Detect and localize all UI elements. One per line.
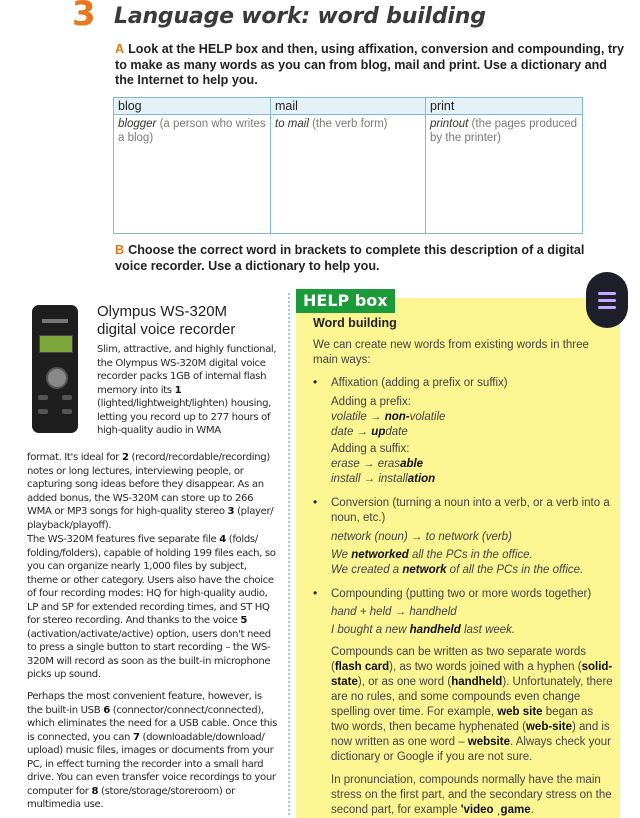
hamburger-menu-icon [598,306,616,309]
text-bold: website [467,736,510,748]
cell-note: (the verb form) [308,118,388,130]
example-result: handheld [409,606,457,618]
word-table [113,97,583,234]
product-paragraph-3 [27,690,279,812]
text-bold: flash card [334,661,390,673]
text-run: Perhaps the most convenient feature, however, is the built-in USB [27,691,262,716]
help-box-label: HELP box [296,289,395,313]
text-run: housing, letting you record up to 277 hours of high-quality audio in WMA [97,398,272,436]
example-affix: non- [384,411,410,423]
text-run: ), or as one word ( [357,676,452,688]
text-bold: web site [497,706,543,718]
text-run: music files, images or documents from your PC, in effect turning the recorder into a small hard drive. You can even transfer voice recordings to your computer for [27,745,276,797]
example-rest: eras [377,458,401,470]
table-column-blog [114,98,271,233]
table-column-mail [271,98,426,233]
help-conversion-example [331,530,512,545]
example-rest: date [385,426,408,438]
gap-options: (activation/activate/active) [27,628,154,640]
gap-options: (record/recordable/recording) [128,452,270,463]
gap-number: 1 [174,384,182,396]
help-affixation-title: Affixation (adding a prefix or suffix) [331,377,508,389]
text-run: format. It's ideal for [27,452,122,463]
text-run: . Always check your dictionary or Google if you are not sure. [331,736,611,763]
bullet-icon: • [313,586,318,600]
help-example-prefix-2 [331,425,408,440]
help-compounding-title: Compounding (putting two or more words together) [331,588,592,600]
voice-recorder-image [32,305,78,433]
text-run: ) and is now written as one word – [331,721,610,748]
text-run: notes or long lectures, interviewing people, or capturing song ideas before they disappear. As an added bonus, the WS-320M can store up to 266 WMA or MP3 songs for high-quality stereo [27,465,264,517]
table-cell-print [426,115,582,148]
gap-options: (lighted/lightweight/lighten) [97,398,228,409]
bullet-icon: • [313,495,318,509]
task-a-letter: A [115,42,125,56]
gap-number: 4 [219,534,226,545]
task-b [115,243,615,274]
text-bold: networked [351,549,409,561]
arrow-icon: → [363,473,376,485]
device-key [38,395,48,400]
text-run: all the PCs in the office. [408,549,533,561]
example-base: network (noun) [331,531,408,543]
text-run: ). Unfortunately, there are no rules, and some compounds even change spelling over time. For example, [331,676,613,718]
section-number: 3 [72,0,96,34]
text-run: Slim, attractive, and highly functional, the Olympus WS-320M digital voice recorder packs 1GB of internal flash memory into its [97,344,277,396]
cell-word: blogger [118,118,157,130]
product-title-line1: Olympus WS-320M [97,303,228,320]
text-bold: solid-state [331,661,613,688]
gap-number: 3 [227,506,235,517]
text-bold: handheld [409,624,461,636]
text-run: The WS-320M features five separate file [27,534,220,545]
text-run: last week. [460,624,516,636]
arrow-icon: → [394,606,407,618]
help-conversion-title: Conversion (turning a noun into a verb, or a verb into a noun, etc.) [331,497,610,524]
gap-number: 5 [240,615,248,626]
help-compounding-paragraph-1 [331,645,614,765]
text-bold: network [402,564,447,576]
help-subtitle: Word building [313,316,397,330]
table-header-print: print [426,98,582,115]
text-run: Compounds can be written as two separate words ( [331,646,587,673]
table-cell-mail [271,115,425,135]
gap-options: (player/ playback/playoff). [27,506,274,531]
example-base: volatile [331,411,367,423]
text-run: . [530,804,534,816]
example-affix: able [400,458,424,470]
example-base: install [331,473,361,485]
bullet-icon: • [313,375,318,389]
hamburger-menu-icon [598,299,616,302]
device-screen [39,335,73,353]
help-intro: We can create new words from existing words in three main ways: [313,339,589,366]
menu-button[interactable] [586,272,628,328]
task-b-letter: B [115,243,125,257]
product-paragraph-1-cont [27,451,279,532]
text-run: option, users don't need to press a single button to start recording – the WS-320M will record as soon as the built-in microphone picks up sound. [27,628,271,680]
device-key [38,409,48,414]
gap-options: (store/storage/storeroom) [98,785,223,797]
text-run: , which eliminates the need for a USB cable. Once this is connected, you can [27,704,278,743]
example-rest: install [378,473,408,485]
help-compounding-example [331,605,457,620]
table-cell-blog [114,115,270,148]
product-title [97,303,235,339]
hamburger-menu-icon [598,292,616,295]
text-bold: 'video ˌgame [460,804,531,816]
device-dpad [46,367,68,389]
text-bold: web-site [525,721,572,733]
help-compounding-paragraph-2 [331,773,614,818]
example-base: hand + held [331,606,392,618]
text-run: of all the PCs in the office. [446,564,584,576]
product-paragraph-1 [97,343,277,438]
arrow-icon: → [362,458,375,470]
example-affix: ation [407,473,436,485]
product-title-line2: digital voice recorder [97,321,236,338]
text-run: We created a [331,564,403,576]
help-example-prefix-1 [331,410,445,425]
gap-number: 2 [121,452,129,463]
example-rest: volatile [409,411,446,423]
section-title: Language work: word building [114,4,486,29]
help-conversion-sentence-1 [331,548,533,563]
text-run: began as two words, then became hyphenated ( [331,706,594,733]
cell-note: (the pages produced by the printer) [430,118,578,144]
text-bold: handheld [451,676,503,688]
example-affix: up [371,426,386,438]
text-run: ), as two words joined with a hyphen ( [389,661,582,673]
text-run: In pronunciation, compounds normally have the main stress on the first part, and the secondary stress on the second part, for example [331,774,612,816]
help-suffix-label: Adding a suffix: [331,443,410,455]
gap-number: 7 [132,731,140,743]
device-brand-strip [42,319,68,323]
text-run: or multimedia use. [27,785,235,810]
table-header-mail: mail [271,98,425,115]
product-paragraph-2 [27,533,279,682]
cell-word: to mail [275,118,309,130]
gap-options: (folds/ folding/folders) [27,534,258,559]
task-b-text: Choose the correct word in brackets to complete this description of a digital voice recorder. Use a dictionary to help you. [115,243,585,273]
arrow-icon: → [410,531,423,543]
device-key [62,395,72,400]
help-compounding-sentence [331,623,515,638]
gap-number: 8 [91,785,99,797]
help-example-suffix-1 [331,457,423,472]
device-key [62,409,72,414]
text-run: , capable of holding 199 files each, so you can organize nearly 1,000 files by subject, theme or other category. Users also have the choice of four recording modes: HQ for high-quality audio, LP and SP for extended recording times, and ST HQ for stereo recording. And thanks to the voice [27,547,276,626]
task-a [115,42,625,89]
gap-options: (connector/connect/connected) [109,704,261,716]
table-column-print [426,98,582,233]
help-prefix-label: Adding a prefix: [331,396,411,408]
cell-note: (a person who writes a blog) [118,118,266,144]
gap-options: (downloadable/download/ upload) [27,731,265,756]
example-base: erase [331,458,360,470]
example-result: to network (verb) [425,531,512,543]
gap-number: 6 [103,704,110,716]
table-header-blog: blog [114,98,270,115]
arrow-icon: → [370,411,382,423]
cell-word: printout [430,118,469,130]
text-run: We [331,549,352,561]
example-base: date [331,426,354,438]
task-a-text: Look at the HELP box and then, using affixation, conversion and compounding, try to make as many words as you can from blog, mail and print. Use a dictionary and the Internet to help you. [115,42,624,87]
help-conversion-sentence-2 [331,563,583,578]
help-example-suffix-2 [331,472,435,487]
text-run: I bought a new [331,624,410,636]
arrow-icon: → [356,426,369,438]
